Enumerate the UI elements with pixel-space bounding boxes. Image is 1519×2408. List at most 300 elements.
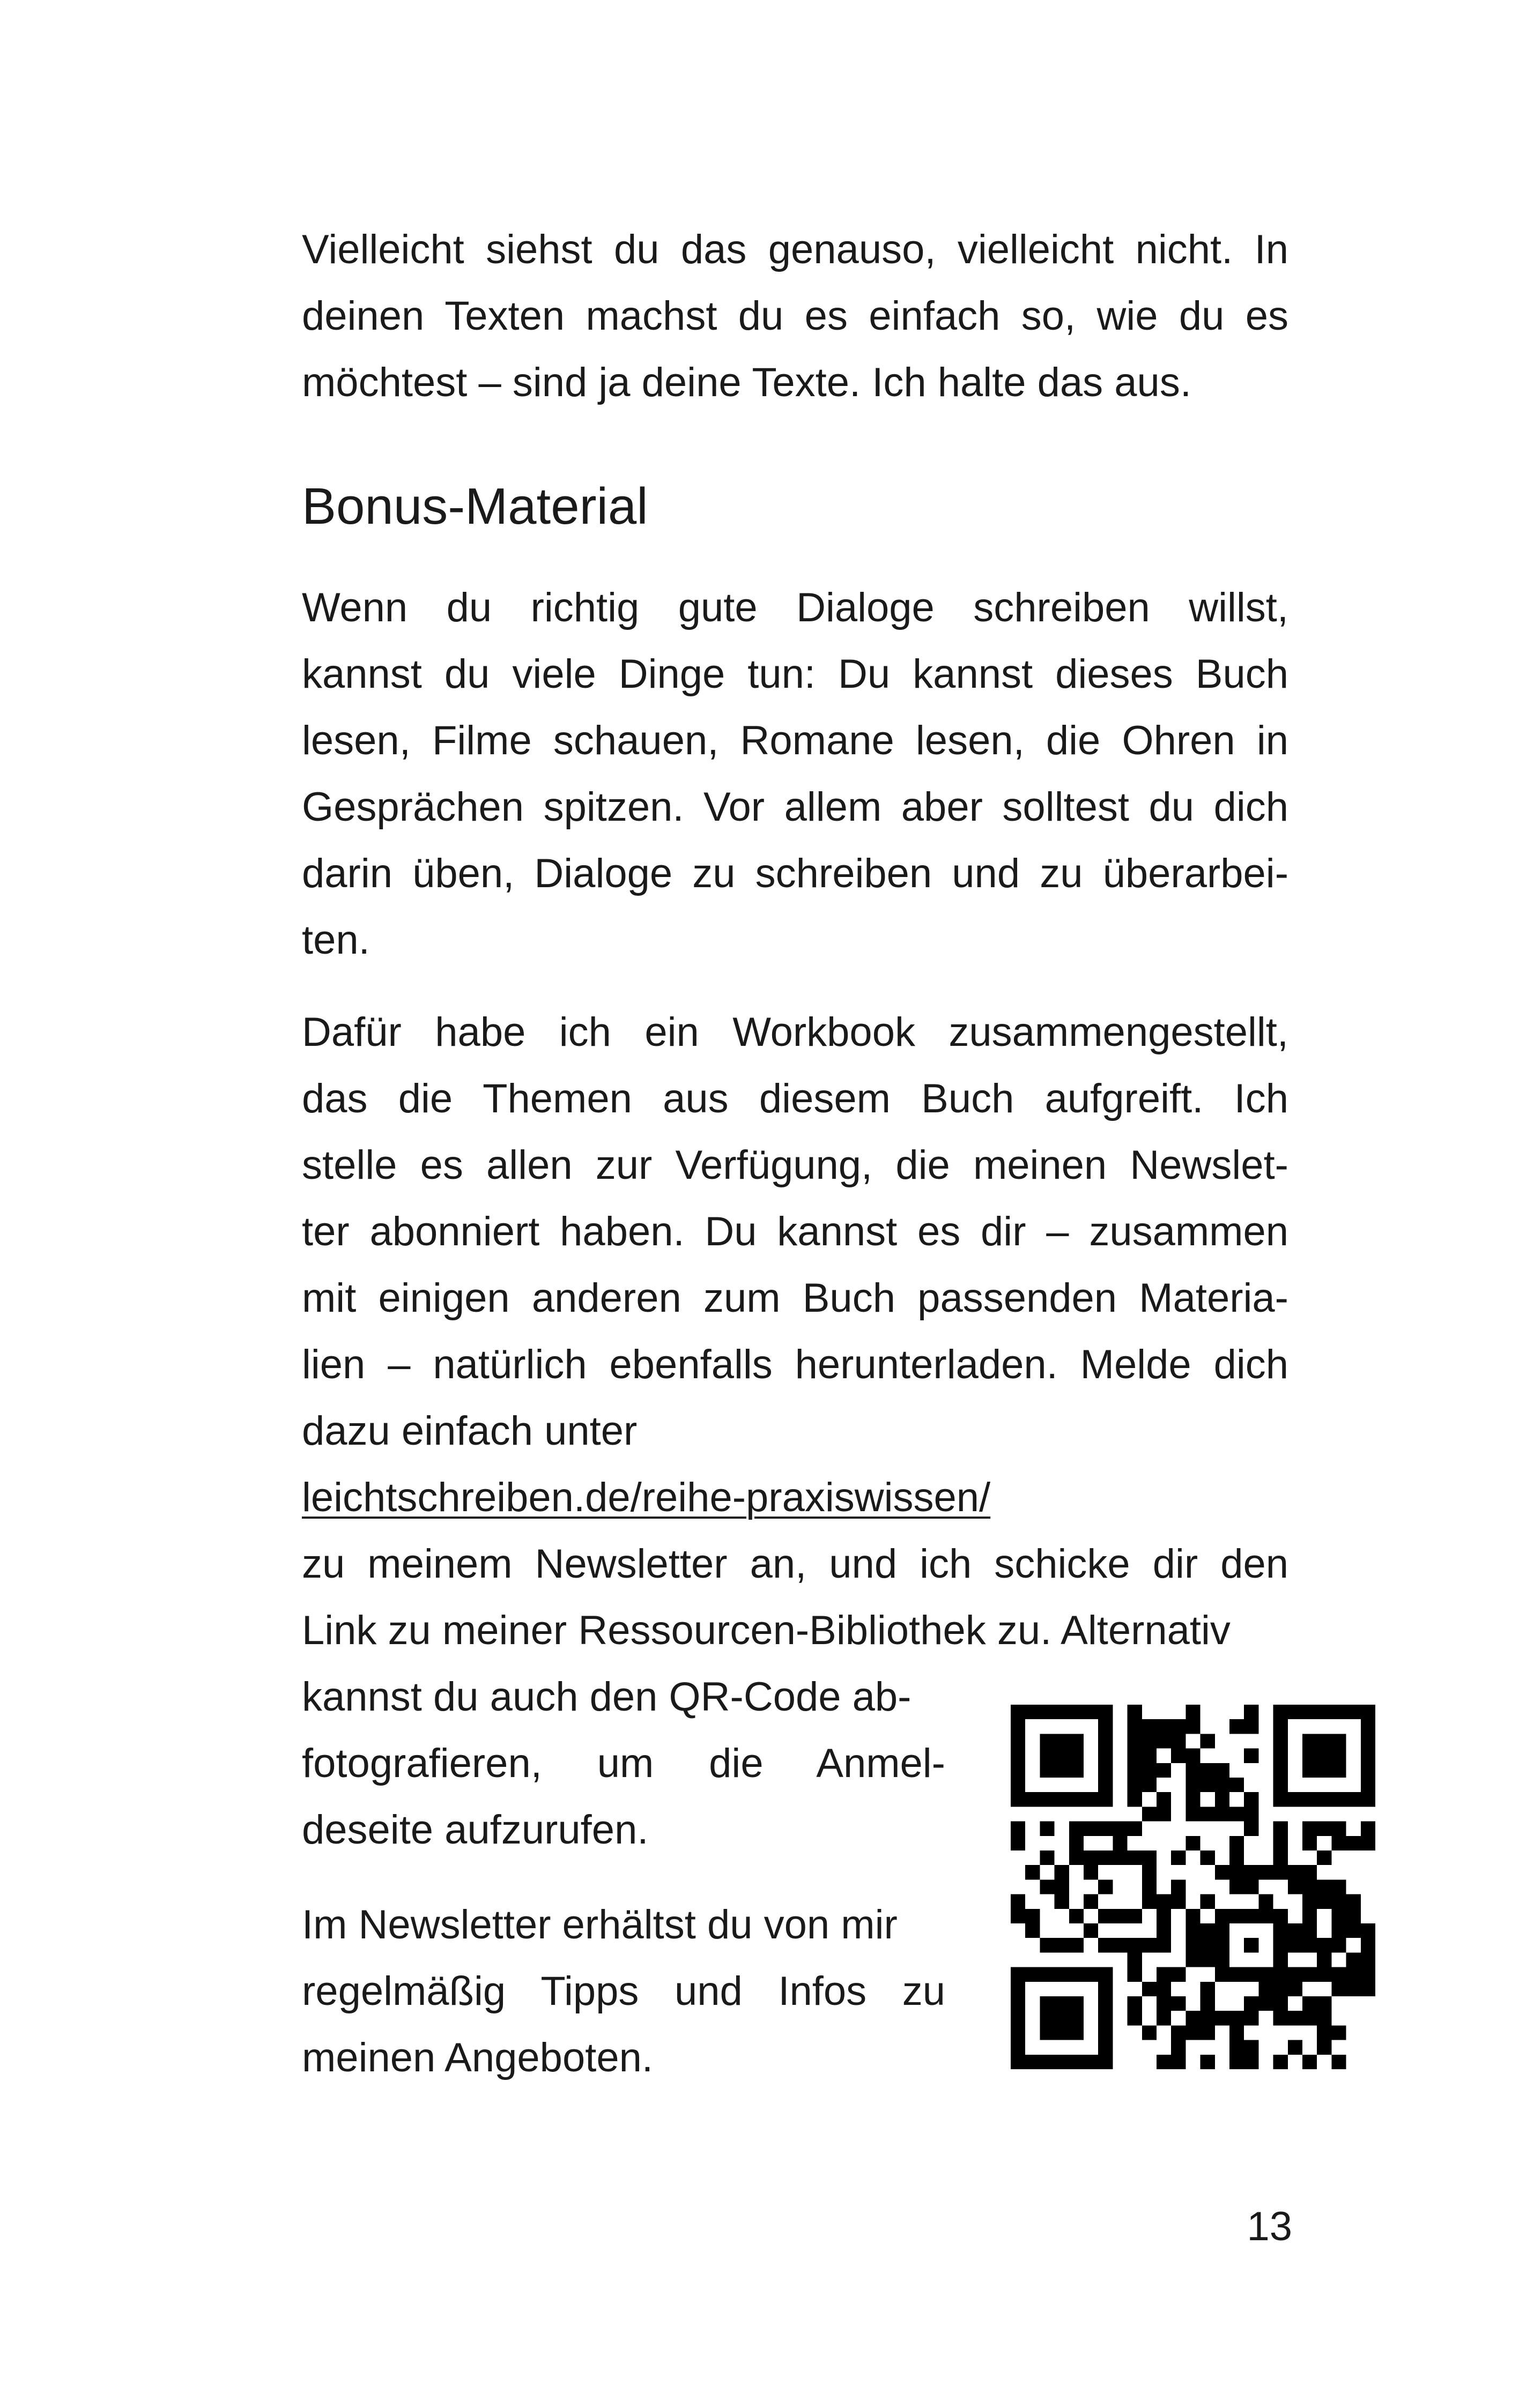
qr-module <box>1331 1705 1346 1719</box>
paragraph-line: kannst du viele Dinge tun: Du kannst dieses Buch <box>302 651 1288 697</box>
qr-module <box>1157 1938 1171 1952</box>
qr-module <box>1273 1763 1288 1778</box>
qr-module <box>1361 1836 1375 1850</box>
qr-module <box>1142 1982 1157 1996</box>
qr-module <box>1317 1952 1331 1967</box>
qr-module <box>1302 1792 1317 1807</box>
qr-module <box>1201 1734 1215 1748</box>
qr-module <box>1244 2040 1258 2055</box>
qr-module <box>1273 1982 1288 1996</box>
qr-module <box>1069 1996 1084 2011</box>
qr-module <box>1011 1734 1025 1748</box>
qr-module <box>1040 1763 1054 1778</box>
qr-module <box>1215 1923 1229 1938</box>
qr-module <box>1157 1763 1171 1778</box>
qr-module <box>1185 1923 1200 1938</box>
newsletter-link-line <box>302 1465 1288 1531</box>
qr-module <box>1098 2055 1113 2069</box>
qr-module <box>1011 2040 1025 2055</box>
paragraph-line: kannst du auch den QR-Code ab- <box>302 1674 912 1720</box>
qr-module <box>1273 1719 1288 1734</box>
qr-module <box>1098 1909 1113 1923</box>
qr-module <box>1361 1952 1375 1967</box>
qr-module <box>1201 1996 1215 2011</box>
qr-module <box>1302 1734 1317 1748</box>
qr-module <box>1215 2011 1229 2025</box>
qr-module <box>1302 1923 1317 1938</box>
qr-module <box>1084 1865 1098 1879</box>
qr-module <box>1011 1792 1025 1807</box>
qr-module <box>1361 1938 1375 1952</box>
qr-module <box>1331 1879 1346 1894</box>
qr-module <box>1040 2025 1054 2040</box>
qr-module <box>1055 2011 1069 2025</box>
qr-module <box>1201 1778 1215 1792</box>
qr-module <box>1113 1836 1127 1850</box>
qr-module <box>1069 1734 1084 1748</box>
qr-module <box>1215 1865 1229 1879</box>
qr-module <box>1302 1909 1317 1923</box>
paragraph-line: das die Themen aus diesem Buch aufgreift. Ich <box>302 1076 1288 1121</box>
qr-module <box>1113 1938 1127 1952</box>
qr-module <box>1128 1734 1142 1748</box>
qr-module <box>1011 1909 1025 1923</box>
qr-module <box>1317 1822 1331 1836</box>
qr-module <box>1361 1982 1375 1996</box>
qr-module <box>1201 2055 1215 2069</box>
qr-module <box>1317 1894 1331 1909</box>
qr-module <box>1331 1909 1346 1923</box>
qr-module <box>1229 1807 1244 1821</box>
paragraph-line: regelmäßig Tipps und Infos zu <box>302 1968 945 2014</box>
qr-module <box>1025 1792 1040 1807</box>
qr-module <box>1040 2055 1054 2069</box>
qr-module <box>1055 1749 1069 1763</box>
qr-module <box>1055 1792 1069 1807</box>
qr-module <box>1244 1938 1258 1952</box>
qr-module <box>1040 1967 1054 1982</box>
paragraph-line: fotografieren, um die Anmel- <box>302 1741 945 1786</box>
newsletter-link[interactable]: leichtschreiben.de/reihe-praxiswissen/ <box>302 1475 991 1520</box>
intro-line: deinen Texten machst du es einfach so, wie du es <box>302 293 1288 339</box>
qr-module <box>1128 1792 1142 1807</box>
qr-module <box>1011 1778 1025 1792</box>
qr-module <box>1098 1749 1113 1763</box>
qr-module <box>1229 1865 1244 1879</box>
qr-module <box>1142 1778 1157 1792</box>
qr-module <box>1317 1734 1331 1748</box>
qr-module <box>1098 1850 1113 1865</box>
qr-module <box>1244 1705 1258 1719</box>
qr-module <box>1302 1822 1317 1836</box>
qr-module <box>1157 1719 1171 1734</box>
qr-module <box>1055 1734 1069 1748</box>
qr-module <box>1157 2011 1171 2025</box>
qr-module <box>1244 1909 1258 1923</box>
qr-module <box>1185 1807 1200 1821</box>
qr-module <box>1011 1836 1025 1850</box>
qr-module <box>1142 1749 1157 1763</box>
qr-module <box>1229 2025 1244 2040</box>
qr-module <box>1128 1938 1142 1952</box>
qr-module <box>1084 1705 1098 1719</box>
qr-module <box>1171 1879 1185 1894</box>
paragraph-line: ten. <box>302 917 370 963</box>
qr-module <box>1157 1982 1171 1996</box>
qr-module <box>1317 1792 1331 1807</box>
qr-module <box>1331 1734 1346 1748</box>
qr-module <box>1273 1967 1288 1982</box>
qr-module <box>1273 1952 1288 1967</box>
qr-module <box>1055 1763 1069 1778</box>
qr-module <box>1288 2040 1302 2055</box>
paragraph-line: darin üben, Dialoge zu schreiben und zu überarbei- <box>302 851 1288 896</box>
qr-module <box>1244 1749 1258 1763</box>
qr-module <box>1040 1850 1054 1865</box>
qr-module <box>1040 1996 1054 2011</box>
qr-module <box>1331 2025 1346 2040</box>
qr-module <box>1361 1705 1375 1719</box>
qr-module <box>1229 1967 1244 1982</box>
qr-module <box>1069 1792 1084 1807</box>
qr-module <box>1142 2025 1157 2040</box>
qr-module <box>1128 1822 1142 1836</box>
qr-module <box>1317 2025 1331 2040</box>
qr-module <box>1331 1763 1346 1778</box>
qr-module <box>1025 1705 1040 1719</box>
qr-module <box>1098 1705 1113 1719</box>
qr-module <box>1171 2040 1185 2055</box>
qr-module <box>1244 1719 1258 1734</box>
qr-module <box>1288 1982 1302 1996</box>
qr-module <box>1069 1705 1084 1719</box>
qr-module <box>1055 1996 1069 2011</box>
qr-module <box>1331 1836 1346 1850</box>
qr-module <box>1317 1763 1331 1778</box>
qr-module <box>1331 1923 1346 1938</box>
paragraph-line: lesen, Filme schauen, Romane lesen, die Ohren in <box>302 718 1288 763</box>
qr-module <box>1011 1894 1025 1909</box>
paragraph-line: Wenn du richtig gute Dialoge schreiben willst, <box>302 585 1288 630</box>
paragraph-line: dazu einfach unter <box>302 1408 638 1454</box>
qr-code-icon[interactable] <box>1011 1705 1375 2069</box>
qr-module <box>1317 2011 1331 2025</box>
paragraph-line: Im Newsletter erhältst du von mir <box>302 1902 898 1948</box>
qr-module <box>1069 2011 1084 2025</box>
qr-module <box>1171 1967 1185 1982</box>
paragraph-line: zu meinem Newsletter an, und ich schicke dir den <box>302 1541 1288 1587</box>
qr-module <box>1258 1996 1273 2011</box>
qr-module <box>1331 1749 1346 1763</box>
qr-module <box>1244 2055 1258 2069</box>
qr-module <box>1098 1879 1113 1894</box>
qr-module <box>1331 1938 1346 1952</box>
qr-module <box>1142 1938 1157 1952</box>
qr-module <box>1229 1836 1244 1850</box>
qr-module <box>1025 1967 1040 1982</box>
qr-module <box>1346 1894 1361 1909</box>
qr-module <box>1011 1705 1025 1719</box>
qr-module <box>1361 1778 1375 1792</box>
qr-module <box>1201 1807 1215 1821</box>
page-number: 13 <box>1247 2204 1292 2249</box>
qr-module <box>1317 1996 1331 2011</box>
qr-module <box>1258 1982 1273 1996</box>
qr-module <box>1113 1850 1127 1865</box>
qr-module <box>1215 1807 1229 1821</box>
qr-module <box>1346 1705 1361 1719</box>
qr-module <box>1302 1865 1317 1879</box>
qr-module <box>1157 1734 1171 1748</box>
qr-module <box>1142 1734 1157 1748</box>
qr-module <box>1055 1865 1069 1879</box>
qr-module <box>1273 1850 1288 1865</box>
qr-module <box>1055 2025 1069 2040</box>
qr-module <box>1302 1996 1317 2011</box>
qr-module <box>1040 1822 1054 1836</box>
qr-module <box>1201 2025 1215 2040</box>
qr-module <box>1069 1909 1084 1923</box>
qr-module <box>1011 1822 1025 1836</box>
qr-module <box>1128 1952 1142 1967</box>
qr-module <box>1113 1822 1127 1836</box>
qr-module <box>1185 2011 1200 2025</box>
intro-paragraph <box>302 217 1288 416</box>
qr-module <box>1025 1909 1040 1923</box>
qr-module <box>1346 1792 1361 1807</box>
qr-module <box>1128 1909 1142 1923</box>
qr-module <box>1273 1865 1288 1879</box>
qr-module <box>1229 1719 1244 1734</box>
qr-module <box>1273 1923 1288 1938</box>
qr-module <box>1128 1967 1142 1982</box>
qr-module <box>1258 1967 1273 1982</box>
qr-module <box>1040 1792 1054 1807</box>
qr-module <box>1098 1822 1113 1836</box>
qr-module <box>1011 1719 1025 1734</box>
qr-module <box>1142 1894 1157 1909</box>
qr-module <box>1098 2040 1113 2055</box>
qr-module <box>1142 1879 1157 1894</box>
qr-module <box>1302 1967 1317 1982</box>
qr-module <box>1273 2055 1288 2069</box>
qr-module <box>1040 1879 1054 1894</box>
qr-module <box>1011 1763 1025 1778</box>
qr-module <box>1215 1967 1229 1982</box>
qr-module <box>1302 1836 1317 1850</box>
qr-module <box>1346 1923 1361 1938</box>
qr-module <box>1201 1938 1215 1952</box>
qr-module <box>1128 1719 1142 1734</box>
qr-module <box>1244 1807 1258 1821</box>
qr-module <box>1098 2025 1113 2040</box>
qr-module <box>1244 1996 1258 2011</box>
qr-module <box>1040 1705 1054 1719</box>
qr-module <box>1361 1822 1375 1836</box>
qr-module <box>1157 1967 1171 1982</box>
qr-module <box>1040 1749 1054 1763</box>
qr-module <box>1273 1909 1288 1923</box>
paragraph-line: Link zu meiner Ressourcen-Bibliothek zu. Alternativ <box>302 1608 1231 1653</box>
qr-module <box>1040 1938 1054 1952</box>
qr-module <box>1128 1705 1142 1719</box>
qr-module <box>1185 1763 1200 1778</box>
qr-module <box>1346 1967 1361 1982</box>
qr-module <box>1011 1982 1025 1996</box>
qr-module <box>1229 2040 1244 2055</box>
qr-module <box>1229 1778 1244 1792</box>
qr-module <box>1317 1705 1331 1719</box>
qr-module <box>1185 1719 1200 1734</box>
qr-module <box>1055 1967 1069 1982</box>
qr-module <box>1171 1996 1185 2011</box>
qr-module <box>1273 1749 1288 1763</box>
qr-module <box>1185 1909 1200 1923</box>
qr-module <box>1069 1938 1084 1952</box>
qr-module <box>1317 1967 1331 1982</box>
qr-module <box>1171 1850 1185 1865</box>
qr-module <box>1011 1749 1025 1763</box>
qr-module <box>1331 1822 1346 1836</box>
qr-module <box>1098 1792 1113 1807</box>
qr-module <box>1288 1879 1302 1894</box>
qr-module <box>1273 1778 1288 1792</box>
qr-module <box>1331 1982 1346 1996</box>
qr-module <box>1244 2011 1258 2025</box>
qr-module <box>1346 1952 1361 1967</box>
paragraph-line: Dafür habe ich ein Workbook zusammengestellt, <box>302 1009 1288 1055</box>
qr-module <box>1069 1822 1084 1836</box>
qr-module <box>1171 2025 1185 2040</box>
qr-module <box>1244 1879 1258 1894</box>
qr-modules <box>1011 1705 1375 2069</box>
qr-module <box>1302 1938 1317 1952</box>
qr-module <box>1258 1865 1273 1879</box>
qr-module <box>1142 1807 1157 1821</box>
qr-module <box>1302 1894 1317 1909</box>
qr-module <box>1157 1923 1171 1938</box>
qr-module <box>1171 1734 1185 1748</box>
qr-module <box>1084 1850 1098 1865</box>
qr-module <box>1040 2011 1054 2025</box>
qr-module <box>1244 1792 1258 1807</box>
qr-module <box>1288 2011 1302 2025</box>
qr-module <box>1171 1894 1185 1909</box>
qr-module <box>1069 1967 1084 1982</box>
qr-module <box>1302 2011 1317 2025</box>
qr-module <box>1011 1996 1025 2011</box>
qr-module <box>1361 1967 1375 1982</box>
qr-module <box>1273 1734 1288 1748</box>
qr-module <box>1331 1792 1346 1807</box>
qr-module <box>1346 1909 1361 1923</box>
qr-module <box>1185 1792 1200 1807</box>
qr-module <box>1098 1938 1113 1952</box>
qr-module <box>1215 1792 1229 1807</box>
paragraph-line: Gesprächen spitzen. Vor allem aber solltest du dich <box>302 784 1288 830</box>
qr-module <box>1317 1749 1331 1763</box>
qr-module <box>1215 1763 1229 1778</box>
qr-module <box>1142 1865 1157 1879</box>
qr-module <box>1361 1734 1375 1748</box>
qr-module <box>1098 2011 1113 2025</box>
qr-module <box>1229 2011 1244 2025</box>
qr-module <box>1185 1749 1200 1763</box>
qr-module <box>1346 1836 1361 1850</box>
qr-module <box>1201 1894 1215 1909</box>
qr-module <box>1084 1822 1098 1836</box>
qr-module <box>1011 2025 1025 2040</box>
intro-line: Vielleicht siehst du das genauso, vielleicht nicht. In <box>302 227 1288 272</box>
paragraph-line: lien – natürlich ebenfalls herunterladen. Melde dich <box>302 1342 1288 1387</box>
qr-module <box>1055 1938 1069 1952</box>
qr-module <box>1128 1749 1142 1763</box>
qr-module <box>1302 1749 1317 1763</box>
qr-module <box>1361 1792 1375 1807</box>
qr-module <box>1258 1894 1273 1909</box>
qr-module <box>1098 1763 1113 1778</box>
qr-module <box>1069 1763 1084 1778</box>
paragraph-line: deseite aufzurufen. <box>302 1807 649 1853</box>
qr-module <box>1201 1850 1215 1865</box>
qr-module <box>1215 1952 1229 1967</box>
qr-module <box>1113 1909 1127 1923</box>
qr-module <box>1128 1996 1142 2011</box>
qr-module <box>1273 2011 1288 2025</box>
qr-module <box>1157 1894 1171 1909</box>
qr-module <box>1025 2055 1040 2069</box>
qr-module <box>1361 1763 1375 1778</box>
section-heading: Bonus-Material <box>302 478 648 535</box>
paragraph-line: mit einigen anderen zum Buch passenden Materia- <box>302 1275 1288 1321</box>
qr-module <box>1055 1705 1069 1719</box>
qr-module <box>1128 1763 1142 1778</box>
qr-module <box>1331 1967 1346 1982</box>
qr-module <box>1084 2055 1098 2069</box>
qr-module <box>1229 1909 1244 1923</box>
qr-module <box>1215 1909 1229 1923</box>
qr-module <box>1185 1778 1200 1792</box>
qr-module <box>1317 1879 1331 1894</box>
qr-module <box>1025 1865 1040 1879</box>
qr-module <box>1288 1923 1302 1938</box>
qr-module <box>1098 1778 1113 1792</box>
qr-module <box>1084 1923 1098 1938</box>
qr-module <box>1069 2025 1084 2040</box>
qr-module <box>1171 1749 1185 1763</box>
qr-module <box>1157 1996 1171 2011</box>
qr-module <box>1302 1705 1317 1719</box>
qr-module <box>1025 1923 1040 1938</box>
qr-module <box>1288 1865 1302 1879</box>
qr-module <box>1069 1836 1084 1850</box>
qr-module <box>1288 1967 1302 1982</box>
qr-module <box>1157 1909 1171 1923</box>
qr-module <box>1201 2011 1215 2025</box>
qr-module <box>1142 1763 1157 1778</box>
qr-module <box>1185 1705 1200 1719</box>
qr-module <box>1055 2055 1069 2069</box>
qr-module <box>1185 1938 1200 1952</box>
paragraph-line: meinen Angeboten. <box>302 2035 653 2080</box>
qr-module <box>1011 1967 1025 1982</box>
qr-module <box>1346 1982 1361 1996</box>
qr-module <box>1215 1938 1229 1952</box>
qr-module <box>1317 1850 1331 1865</box>
qr-module <box>1244 1967 1258 1982</box>
qr-module <box>1098 1982 1113 1996</box>
qr-module <box>1011 2055 1025 2069</box>
